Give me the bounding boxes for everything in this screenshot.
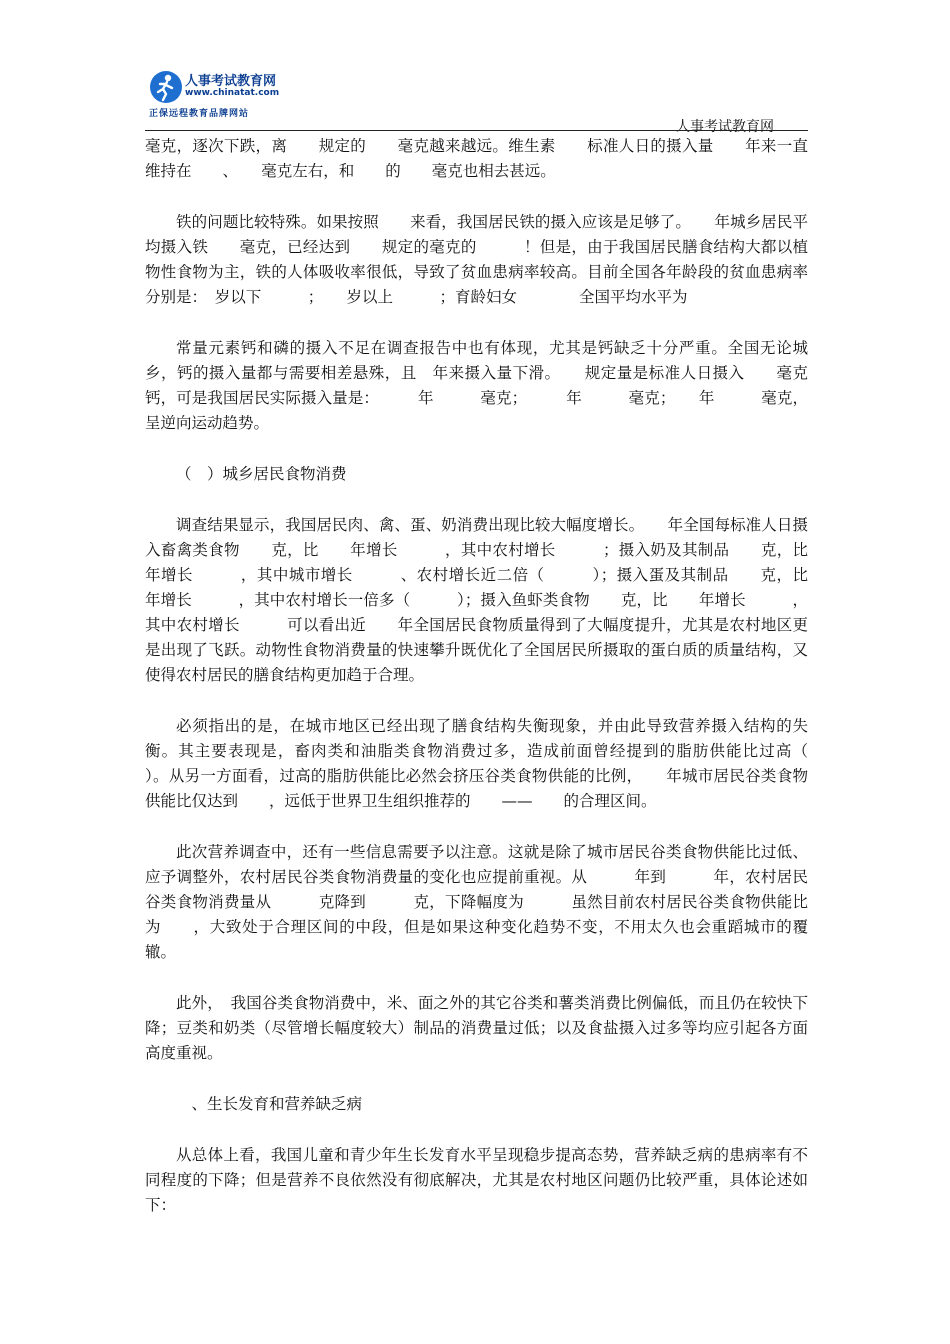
header-site-name: 人事考试教育网 (676, 119, 774, 135)
paragraph-rural-grain: 此次营养调查中，还有一些信息需要予以注意。这就是除了城市居民谷类食物供能比过低、应予调整外，农村居民谷类食物消费量的变化也应提前重视。从 年到 年，农村居民谷类食物消费量从 克降到 克，下降幅度为 虽然目前农村居民谷类食物供能比为 ，大致处于合理区间的中段，但是如果这种变化趋势不变，不用太久也会重蹈城市的覆辙。 (145, 843, 808, 961)
section-heading-food-consumption: （ ）城乡居民食物消费 (176, 465, 347, 483)
logo-title: 人事考试教育网 (185, 74, 277, 89)
paragraph-iron: 铁的问题比较特殊。如果按照 来看，我国居民铁的摄入应该是足够了。 年城乡居民平均摄入铁 毫克，已经达到 规定的毫克的 ！但是，由于我国居民膳食结构大都以植物性食物为主，铁的人体吸收率很低，导致了贫血患病率较高。目前全国各年龄段的贫血患病率分别是： 岁以下 ； 岁以上 ；育龄妇女 全国平均水平为 (145, 213, 808, 306)
site-logo[interactable] (145, 68, 283, 122)
paragraph-diet-imbalance: 必须指出的是，在城市地区已经出现了膳食结构失衡现象，并由此导致营养摄入结构的失衡。其主要表现是，畜肉类和油脂类食物消费过多，造成前面曾经提到的脂肪供能比过高（ ）。从另一方面看，过高的脂肪供能比必然会挤压谷类食物供能的比例， 年城市居民谷类食物供能比仅达到 ，远低于世界卫生组织推荐的 —— 的合理区间。 (145, 717, 840, 810)
paragraph-survey-results: 调查结果显示，我国居民肉、禽、蛋、奶消费出现比较大幅度增长。 年全国每标准人日摄入畜禽类食物 克，比 年增长 ，其中农村增长 ；摄入奶及其制品 克，比 年增长 ，其中城市增长 、农村增长近二倍（ ）；摄入蛋及其制品 克，比 年增长 ，其中农村增长一倍多（ ）；摄入鱼虾类食物 克，比 年增长 ，其中农村增长 可以看出近 年全国居民食物质量得到了大幅度提升，尤其是农村地区更是出现了飞跃。动物性食物消费量的快速攀升既优化了全国居民所摄取的蛋白质的质量结构，又使得农村居民的膳食结构更加趋于合理。 (145, 516, 840, 684)
logo-slogan: 正保远程教育品牌网站 (149, 109, 250, 119)
paragraph-calcium: 常量元素钙和磷的摄入不足在调查报告中也有体现，尤其是钙缺乏十分严重。全国无论城乡，钙的摄入量都与需要相差悬殊，且 年来摄入量下滑。 规定量是标准人日摄入 毫克钙，可是我国居民实际摄入量是： 年 毫克； 年 毫克； 年 毫克，呈逆向运动趋势。 (145, 339, 808, 432)
logo-url: www.chinatat.com (185, 88, 280, 98)
runner-figure-icon (149, 70, 183, 104)
section-heading-growth: 、生长发育和营养缺乏病 (176, 1095, 363, 1113)
paragraph-vitamin: 毫克，逐次下跌，离 规定的 毫克越来越远。维生素 标准人日的摄入量 年来一直维持在 、 毫克左右，和 的 毫克也相去甚远。 (145, 137, 808, 180)
paragraph-other-issues: 此外， 我国谷类食物消费中，米、面之外的其它谷类和薯类消费比例偏低，而且仍在较快下降；豆类和奶类（尽管增长幅度较大）制品的消费量过低；以及食盐摄入过多等均应引起各方面高度重视。 (145, 994, 808, 1062)
paragraph-growth-overview: 从总体上看，我国儿童和青少年生长发育水平呈现稳步提高态势，营养缺乏病的患病率有不同程度的下降；但是营养不良依然没有彻底解决，尤其是农村地区问题仍比较严重，具体论述如下： (145, 1146, 808, 1214)
document-body (145, 134, 840, 1244)
header-divider (145, 130, 808, 131)
